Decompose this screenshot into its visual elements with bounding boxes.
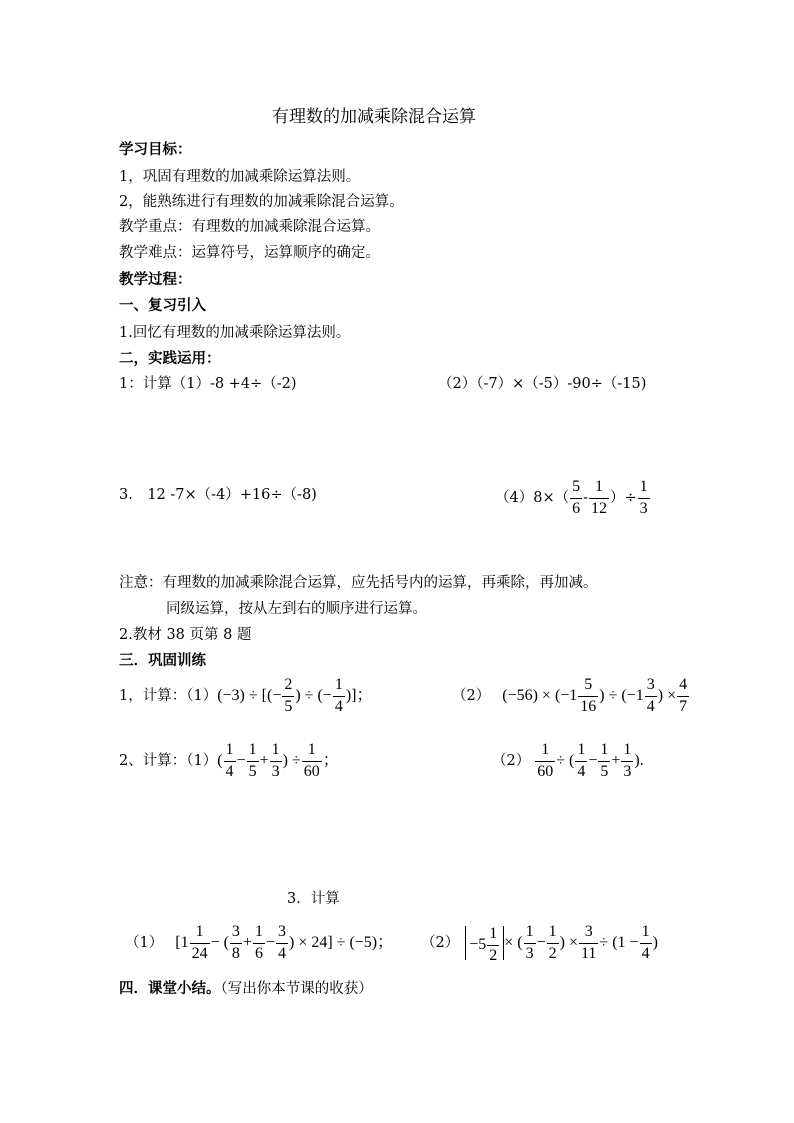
- exercise-1-1: [119, 677, 372, 716]
- objectives-heading: 学习目标：: [119, 141, 192, 158]
- note-line-2: 同级运算，按从左到右的顺序进行运算。: [166, 601, 427, 617]
- fraction: $\frac{1}{6}$: [254, 923, 263, 962]
- exercise-3-heading: 3．计算: [287, 891, 340, 907]
- expr-text: +: [259, 752, 269, 770]
- expr-text: ).: [634, 752, 644, 770]
- expr-text: (−56) × (−1: [502, 687, 578, 705]
- exercise-3-1: [125, 924, 393, 963]
- fraction: $\frac{1}{3}$: [525, 923, 534, 962]
- fraction: $\frac{1}{5}$: [248, 741, 257, 780]
- problem-3: 3. 12 -7×（-4）+16÷（-8): [119, 487, 317, 503]
- section2-heading: 二，实践运用：: [119, 350, 221, 367]
- process-heading: 教学过程：: [119, 271, 192, 288]
- expr-text: ): [652, 934, 658, 952]
- expr-text: × (: [504, 934, 523, 952]
- fraction: $\frac{4}{7}$: [679, 676, 688, 715]
- objective-item-2: 2，能熟练进行有理数的加减乘除混合运算。: [119, 194, 404, 210]
- expr-text: (−3) ÷ [(−: [217, 687, 282, 705]
- fraction: $\frac{1}{12}$: [591, 478, 608, 517]
- problem-1: 1：计算（1）-8 +4÷（-2): [119, 376, 297, 392]
- page-title: 有理数的加减乘除混合运算: [272, 107, 476, 127]
- expr-text: [1: [175, 934, 189, 952]
- fraction: $\frac{1}{2}$: [489, 925, 498, 965]
- absolute-value: [465, 925, 504, 965]
- exercise-1-label: 1，计算：（1）: [119, 688, 218, 705]
- expr-text: −: [536, 934, 546, 952]
- expr-text: +: [611, 752, 621, 770]
- fraction: $\frac{1}{60}$: [303, 741, 320, 780]
- fraction: $\frac{5}{16}$: [580, 676, 597, 715]
- fraction: $\frac{3}{4}$: [277, 923, 286, 962]
- expr-text: −: [588, 752, 598, 770]
- expr-text: −: [236, 752, 246, 770]
- fraction: $\frac{1}{2}$: [548, 923, 557, 962]
- note-line-1: 注意：有理数的加减乘除混合运算，应先括号内的运算，再乘除，再加减。: [119, 575, 598, 591]
- expr-text: −: [265, 934, 275, 952]
- expr-text: +: [242, 934, 252, 952]
- exercise-2-2-label: （2）: [492, 753, 531, 770]
- fraction: $\frac{1}{3}$: [271, 741, 280, 780]
- exercise-3-1-label: （1）: [125, 935, 164, 952]
- expr-text: ；: [322, 752, 339, 770]
- expr-text: ) × 24] ÷ (−5)；: [288, 934, 394, 952]
- problem-4: [495, 479, 651, 518]
- exercise-2-1: [119, 742, 339, 781]
- problem-4-prefix: （4）8×（: [495, 490, 570, 507]
- problem-2: （2）（-7）×（-5）-90÷（-15): [438, 376, 647, 392]
- fraction: $\frac{1}{5}$: [600, 741, 609, 780]
- exercise-2-2: [492, 742, 644, 781]
- teaching-focus: 教学重点：有理数的加减乘除混合运算。: [119, 219, 380, 235]
- expr-text: ÷ (: [556, 752, 575, 770]
- expr-text: ) ÷ (−1: [599, 687, 644, 705]
- fraction: $\frac{2}{5}$: [284, 676, 293, 715]
- expr-text: )]；: [345, 687, 373, 705]
- expr-text: (: [217, 752, 223, 770]
- objective-item-1: 1，巩固有理数的加减乘除运算法则。: [119, 169, 361, 185]
- fraction: $\frac{5}{6}$: [572, 478, 581, 517]
- fraction: $\frac{3}{11}$: [581, 923, 597, 962]
- expr-text: ÷ (1 −: [599, 934, 639, 952]
- section4: [119, 982, 373, 997]
- expr-text: ) ÷: [282, 752, 301, 770]
- fraction: $\frac{1}{24}$: [191, 923, 208, 962]
- expr-text: ) ×: [657, 687, 677, 705]
- expr-text: −5: [469, 936, 487, 954]
- fraction: $\frac{3}{4}$: [646, 676, 655, 715]
- exercise-2-label: 2、计算：（1）: [119, 753, 218, 770]
- exercise-1-2-label: （2）: [452, 688, 491, 705]
- section3-heading: 三．巩固训练: [119, 652, 206, 669]
- section4-heading: 四．课堂小结。: [119, 980, 221, 997]
- fraction: $\frac{3}{8}$: [231, 923, 240, 962]
- fraction: $\frac{1}{4}$: [577, 741, 586, 780]
- textbook-reference: 2.教材 38 页第 8 题: [119, 627, 252, 643]
- fraction: $\frac{1}{3}$: [639, 478, 648, 517]
- exercise-3-2-label: （2）: [421, 935, 460, 952]
- minus-sign: -: [583, 490, 589, 507]
- fraction: $\frac{1}{4}$: [334, 676, 343, 715]
- expr-text: ) ×: [559, 934, 579, 952]
- teaching-difficulty: 教学难点：运算符号，运算顺序的确定。: [119, 245, 380, 261]
- section4-note: （写出你本节课的收获）: [220, 981, 373, 997]
- fraction: $\frac{1}{4}$: [225, 741, 234, 780]
- section1-heading: 一、复习引入: [119, 297, 206, 314]
- exercise-1-2: [452, 677, 690, 716]
- fraction: $\frac{1}{60}$: [537, 741, 554, 780]
- fraction: $\frac{1}{3}$: [623, 741, 632, 780]
- expr-text: ) ÷ (−: [295, 687, 332, 705]
- section1-item: 1.回忆有理数的加减乘除运算法则。: [119, 325, 351, 341]
- exercise-3-2: [421, 924, 658, 963]
- problem-4-mid: ）÷: [610, 490, 637, 507]
- fraction: $\frac{1}{4}$: [641, 923, 650, 962]
- expr-text: − (: [210, 934, 229, 952]
